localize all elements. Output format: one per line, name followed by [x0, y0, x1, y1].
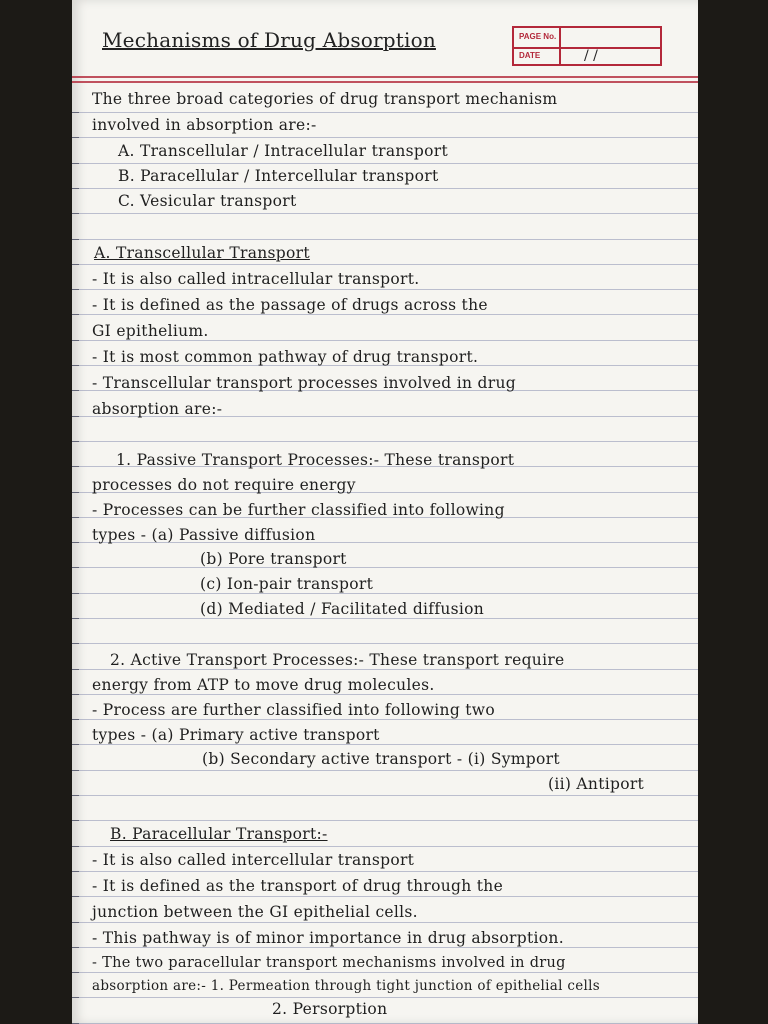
ruled-line [72, 188, 698, 189]
text-line: (c) Ion-pair transport [200, 575, 374, 593]
text-line: junction between the GI epithelial cells. [92, 903, 418, 921]
page-no-row [514, 28, 660, 49]
text-line: 1. Passive Transport Processes:- These transport [116, 451, 515, 469]
text-line: types - (a) Passive diffusion [92, 526, 316, 544]
ruled-line [72, 239, 698, 240]
ruled-line [72, 795, 698, 796]
text-line: - Transcellular transport processes involved in drug [92, 374, 516, 392]
text-line: - Process are further classified into following two [92, 701, 496, 719]
page-date-box [512, 26, 662, 66]
ruled-line [72, 770, 698, 771]
text-line: absorption are:- 1. Permeation through tight junction of epithelial cells [92, 978, 600, 994]
ruled-line [72, 289, 698, 290]
section-heading: A. Transcellular Transport [94, 244, 310, 262]
text-line: - Processes can be further classified into following [92, 501, 505, 519]
section-heading: B. Paracellular Transport:- [110, 825, 328, 843]
ruled-line [72, 896, 698, 897]
ruled-line [72, 163, 698, 164]
ruled-line [72, 340, 698, 341]
ruled-line [72, 997, 698, 998]
ruled-line [72, 694, 698, 695]
ruled-line [72, 643, 698, 644]
text-line: A. Transcellular / Intracellular transport [118, 142, 448, 160]
ruled-line [72, 593, 698, 594]
text-line: energy from ATP to move drug molecules. [92, 676, 435, 694]
ruled-line [72, 846, 698, 847]
date-label: DATE [519, 51, 541, 60]
ruled-line [72, 112, 698, 113]
ruled-line [72, 567, 698, 568]
ruled-line [72, 744, 698, 745]
text-line: The three broad categories of drug transport mechanism [92, 90, 558, 108]
ruled-line [72, 264, 698, 265]
text-line: (ii) Antiport [548, 775, 645, 793]
box-divider [559, 28, 561, 47]
text-line: 2. Active Transport Processes:- These transport require [110, 651, 565, 669]
text-line: (b) Pore transport [200, 550, 347, 568]
ruled-line [72, 618, 698, 619]
text-line: processes do not require energy [92, 476, 356, 494]
page-no-label: PAGE No. [519, 32, 557, 41]
ruled-line [72, 669, 698, 670]
page-title: Mechanisms of Drug Absorption [102, 28, 436, 52]
text-line: 2. Persorption [272, 1000, 388, 1018]
ruled-line [72, 314, 698, 315]
date-row [514, 47, 660, 66]
ruled-line [72, 871, 698, 872]
text-line: types - (a) Primary active transport [92, 726, 380, 744]
text-line: - It is also called intracellular transport. [92, 270, 420, 288]
date-value: / / [584, 48, 598, 64]
ruled-line [72, 719, 698, 720]
ruled-line [72, 820, 698, 821]
header-rule [72, 81, 698, 83]
text-line: (b) Secondary active transport - (i) Symport [202, 750, 560, 768]
text-line: - It is defined as the passage of drugs across the [92, 296, 488, 314]
text-line: GI epithelium. [92, 322, 209, 340]
text-line: - The two paracellular transport mechanisms involved in drug [92, 955, 566, 971]
text-line: absorption are:- [92, 400, 223, 418]
header-rule [72, 76, 698, 78]
text-line: - It is defined as the transport of drug through the [92, 877, 504, 895]
text-line: - This pathway is of minor importance in drug absorption. [92, 929, 564, 947]
text-line: - It is also called intercellular transport [92, 851, 415, 869]
text-line: C. Vesicular transport [118, 192, 297, 210]
ruled-line [72, 972, 698, 973]
ruled-line [72, 947, 698, 948]
box-divider [559, 47, 561, 66]
text-line: - It is most common pathway of drug transport. [92, 348, 479, 366]
ruled-line [72, 137, 698, 138]
notebook-page [72, 0, 698, 1024]
ruled-line [72, 213, 698, 214]
ruled-line [72, 441, 698, 442]
text-line: B. Paracellular / Intercellular transport [118, 167, 439, 185]
text-line: involved in absorption are:- [92, 116, 317, 134]
text-line: (d) Mediated / Facilitated diffusion [200, 600, 485, 618]
ruled-line [72, 922, 698, 923]
